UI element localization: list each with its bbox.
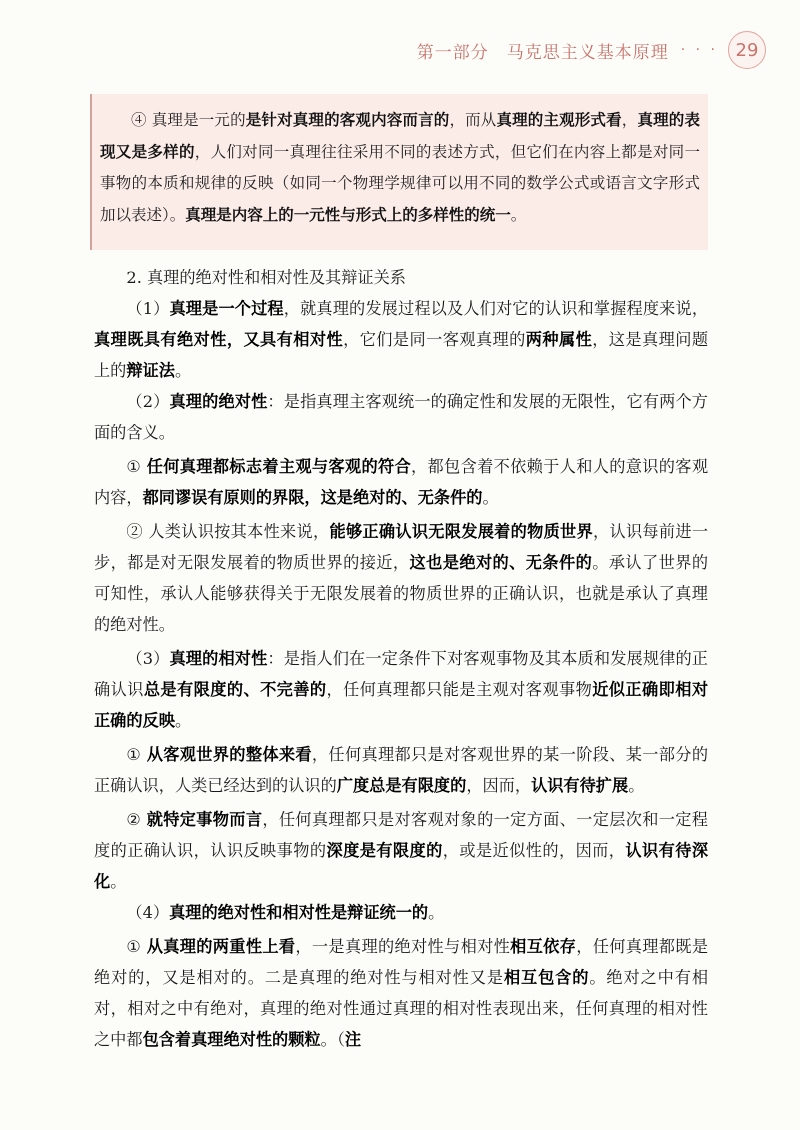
p7-text-1: ，任何真理都只是对客观对象的一定方面、一定层次和一定程度的正确认识，认识反映事物的 [94, 810, 708, 860]
p9-bold-4: 包含着真理绝对性的颗粒 [142, 1030, 321, 1049]
note-bold-4: 真理是内容上的一元性与形式上的多样性的统一 [185, 205, 511, 224]
p7-num: ② [126, 810, 147, 829]
p3-bold-1: 任何真理都标志着主观与客观的符合 [146, 457, 412, 476]
paragraph-relative-point-1 [94, 739, 708, 801]
note-bold-2: 真理的主观形式看 [496, 110, 622, 129]
p4-text-1: ，认识每前进一步，都是对无限发展着的物质世界的接近， [94, 522, 709, 572]
p1-num: （1） [126, 299, 170, 318]
page-number: 29 [728, 31, 766, 69]
paragraph-unity-point-1 [94, 931, 708, 1055]
p2-text-1: ：是指真理主客观统一的确定性和发展的无限性，它有两个方面的含义。 [94, 392, 708, 442]
p6-bold-2: 广度总是有限度的 [336, 776, 467, 795]
p5-text-2: ，任何真理都只能是主观对客观事物 [326, 680, 593, 699]
paragraph-relative-point-2 [94, 804, 708, 897]
p1-bold-3: 两种属性 [525, 330, 593, 349]
p9-text-2: ，任何真理都既是绝对的，又是相对的。二是真理的绝对性与相对性又是 [94, 937, 709, 987]
note-text-1: ④ 真理是一元的 [131, 111, 246, 129]
p8-num: （4） [126, 903, 170, 922]
p6-text-1: ，任何真理都只是对客观世界的某一阶段、某一部分的正确认识，人类已经达到的认识的 [94, 745, 709, 795]
p9-bold-2: 相互依存 [510, 937, 577, 956]
highlight-note-box [90, 94, 708, 250]
p3-bold-2: 都同谬误有原则的界限，这是绝对的、无条件的 [142, 488, 483, 507]
paragraph-truth-process [94, 293, 708, 386]
p9-bold-1: 从真理的两重性上看 [146, 937, 296, 956]
p6-text-2: ，因而， [466, 776, 532, 795]
p5-num: （3） [126, 649, 170, 668]
p1-text-1: ，就真理的发展过程以及人们对它的认识和掌握程度来说， [283, 299, 709, 318]
p1-bold-2: 真理既具有绝对性，又具有相对性 [94, 330, 344, 349]
p6-num: ① [126, 745, 147, 764]
p7-text-2: ，或是近似性的，因而， [442, 841, 626, 860]
p2-num: （2） [126, 392, 170, 411]
note-paragraph [100, 104, 700, 231]
p3-text-2: 。 [482, 488, 499, 507]
p8-bold-1: 真理的绝对性和相对性是辩证统一的 [169, 903, 429, 922]
p9-bold-3: 相互包含的 [503, 968, 590, 987]
note-text-5: 。 [510, 206, 527, 224]
p5-bold-2: 总是有限度的、不完善的 [143, 680, 327, 699]
p5-bold-3: 近似正确即相对正确的反映 [94, 680, 709, 730]
p2-bold-1: 真理的绝对性 [169, 392, 268, 411]
p1-text-3: ，这是真理问题上的 [94, 330, 709, 380]
note-text-4: ，人们对同一真理往往采用不同的表述方式，但它们在内容上都是对同一事物的本质和规律的反映（如同一个物理学规律可以用不同的数学公式或语言文字形式加以表述）。 [100, 143, 700, 224]
p1-text-2: ，它们是同一客观真理的 [343, 330, 526, 349]
note-text-3: ， [621, 111, 638, 129]
p6-text-3: 。 [628, 776, 645, 795]
p7-bold-2: 深度是有限度的 [326, 841, 443, 860]
p3-num: ① [126, 457, 147, 476]
p4-bold-2: 这也是绝对的、无条件的 [409, 553, 593, 572]
note-bold-1: 是针对真理的客观内容而言的 [245, 110, 450, 129]
running-header [417, 32, 766, 68]
p7-text-3: 。 [110, 872, 127, 891]
section-title: 第一部分 马克思主义基本原理 [416, 42, 669, 63]
section-heading: 2. 真理的绝对性和相对性及其辩证关系 [126, 268, 406, 287]
paragraph-absoluteness [94, 386, 708, 448]
p7-bold-1: 就特定事物而言 [146, 810, 263, 829]
p5-bold-1: 真理的相对性 [169, 649, 268, 668]
paragraph-absolute-point-1 [94, 451, 708, 513]
p5-text-1: ：是指人们在一定条件下对客观事物及其本质和发展规律的正确认识 [94, 649, 708, 699]
paragraph-dialectical-unity [94, 897, 708, 928]
p5-text-3: 。 [174, 711, 192, 730]
p9-num: ① [126, 937, 147, 956]
p9-text-3: 。绝对之中有相对，相对之中有绝对，真理的绝对性通过真理的相对性表现出来，任何真理的相对性之中都 [94, 968, 709, 1049]
p6-bold-1: 从客观世界的整体来看 [146, 745, 312, 764]
p4-text-0: ② 人类认识按其本性来说， [126, 522, 330, 541]
header-dots: · · · [680, 42, 718, 58]
note-bold-3: 真理的表现又是多样的 [100, 110, 700, 161]
paragraph-relativity [94, 643, 708, 736]
p9-text-4: 。（ [320, 1030, 345, 1049]
note-text-2: ，而从 [449, 111, 497, 129]
paragraph-absolute-point-2 [94, 516, 708, 640]
p9-text-1: ，一是真理的绝对性与相对性 [295, 937, 511, 956]
p4-text-2: 。承认了世界的可知性，承认人能够获得关于无限发展着的物质世界的正确认识，也就是承认了真理的绝对性。 [94, 553, 709, 634]
p1-text-4: 。 [174, 361, 192, 380]
p9-bold-5: 注 [344, 1030, 362, 1049]
p6-bold-3: 认识有待扩展 [531, 776, 629, 795]
p1-bold-1: 真理是一个过程 [169, 299, 284, 318]
p7-bold-3: 认识有待深化 [94, 841, 709, 891]
body-text [94, 262, 708, 1055]
p3-text-1: ，都包含着不依赖于人和人的意识的客观内容， [94, 457, 709, 507]
p1-bold-4: 辩证法 [126, 361, 175, 380]
p4-bold-1: 能够正确认识无限发展着的物质世界 [329, 522, 593, 541]
p8-text-1: 。 [428, 903, 445, 922]
